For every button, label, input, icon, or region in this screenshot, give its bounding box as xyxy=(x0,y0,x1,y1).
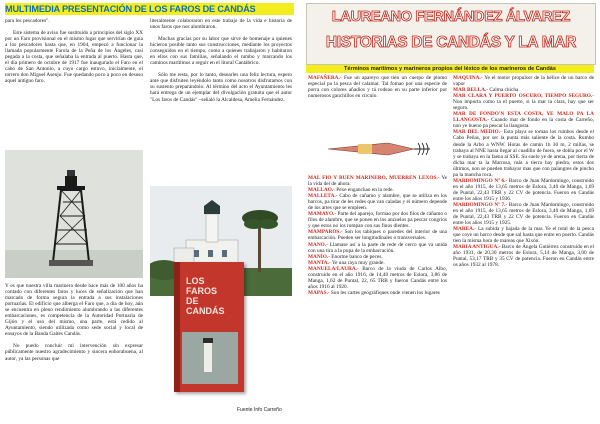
lure-illustration xyxy=(318,125,436,173)
column-2-top xyxy=(150,18,292,109)
book-header xyxy=(306,3,596,65)
book-cover-title-line: LOS xyxy=(186,276,205,286)
paragraph: Sólo me resta, por lo tanto, desearles una feliz lectura, espero ante que disfruten leyéndolo tanto como nosotros disfrutamos con su sustento preparándolo. Al término del acto el Ayuntamiento les hará entrega de un ejemplar del divulgación gratuita que el autor "Los faros de Candás" –señaló la Alcaldesa, Amelia Fernández. xyxy=(150,72,292,103)
glossary-right-column xyxy=(453,75,594,269)
glossary-term: MAPAS.- xyxy=(308,289,330,296)
glossary-definition: Ye el motor propulsor de la hélice de un barco de vapor xyxy=(453,75,594,88)
paragraph: para los pescadores". xyxy=(5,18,50,24)
glossary-term: MAR CLARA Y PUERTO OSCURO, TIEMPO SEGURO.- xyxy=(453,93,594,100)
book-cover-title-line: DE xyxy=(186,296,199,306)
glossary-definition: La subida y bajada de la mar. Ye el total de la pesca que coye un barco desde que sal hasta que entre en puerto. Candás tien la misma hora de mareas que Xixón. xyxy=(453,226,594,245)
glossary-entry xyxy=(308,229,447,241)
glossary-entry xyxy=(308,175,447,187)
paragraph: No puedo concluir mi intervención sin expresar públicamente nuestro agradecimiento y sincera enhorabuena, al autor, ya las personas que xyxy=(5,343,143,362)
glossary-term: MANÍO.- xyxy=(308,253,330,260)
iron-lighthouse-photo xyxy=(5,150,143,278)
glossary-term: MAR BELLA.- xyxy=(453,87,489,94)
glossary-definition: Fue un apareyo que tien un cuerpo de plomo especial pa la pesca del calamar. Tal fomao por una especie de porra con colores añadios y tá rodeao en su parte inferior por numerosos ganchillos en círculo. xyxy=(308,75,447,100)
book-cover-title-line: CANDÁS xyxy=(186,306,225,316)
glossary-definition: Cabo de cañamo y alambre, que se utiliza en los barcos, pa tirar de les redes que van caladas y el número depende de los artes que se empleen. xyxy=(308,193,447,212)
glossary-entry xyxy=(308,193,447,211)
glossary-term: MAMAYO.- xyxy=(308,211,337,218)
glossary-left-column-continued xyxy=(308,175,447,296)
glossary-entry xyxy=(453,75,594,87)
column-1-bottom xyxy=(5,283,143,368)
glossary-entry xyxy=(453,226,594,244)
glossary-entry xyxy=(453,178,594,202)
image-credit: Fuente Info Carreño xyxy=(237,407,282,413)
paragraph: Muchas gracias por su labor que sirve de homenaje a quienes hicieron posible tanto sus construcciones, mediante los proyectos conseguidos en el tiempo, como a quienes trabajaron y habitaron en ellos con sus familias, señalando el rumbo y marcando los caminos marítimos a seguir en el litoral Cantábrico. xyxy=(150,36,292,67)
glossary-term: MANTA.- xyxy=(308,259,331,266)
paragraph: literalmente colaboraron en este trabajo de la vida e historia de unos faros que nos alumbraron. xyxy=(150,18,292,31)
glossary-term: MALLAO.- xyxy=(308,187,335,194)
glossary-definition: Ye una raya muy grande. xyxy=(330,259,385,266)
glossary-definition: Barco de Ángela Gutiérrez construido en el año 1931, de 20,30 metros de Eslora, 5,14 de Manga, 3,00 de Puntal, 53,17 TRB y 35 CV de potencia. Fueron en Candás entre os años 1932 al 1978. xyxy=(453,244,594,269)
glossary-term: MANUELA/LAURA.- xyxy=(308,265,359,272)
glossary-term: MAREA.- xyxy=(453,226,477,233)
glossary-entry xyxy=(453,111,594,129)
glossary-entry xyxy=(308,75,447,99)
glossary-definition: Llamase así a la parte de rede de cerco que va unida con una tira a la popa de la embarcación. xyxy=(308,241,447,254)
glossary-term: MAQUINA.- xyxy=(453,75,483,81)
glossary-term: MAR DE FONDO'N ESTA COSTA, YE MALO PA LA LLANGOSTA.- xyxy=(453,111,594,124)
glossary-entry xyxy=(453,244,594,268)
glossary-entry xyxy=(308,211,447,229)
mafanera-lure-image xyxy=(318,125,436,173)
glossary-term: MARDOMINGO Nº 7.- xyxy=(453,201,508,208)
glossary-term: MAFAÑERA.- xyxy=(308,75,342,81)
paragraph: Y es que nuestra villa marinera desde hace más de 100 años ha contado con diferentes faros y luces de señalización que han marcado de forma segura la entrada a sus instalaciones portuarias. El edificio que alberga el Faro que, a día de hoy, aún se encuentra en pleno rendimiento alumbrando a las diferentes embarcaciones, es competencia de la Autoridad Portuaria de Gijón y el uso del mismo, una parte, está cedido al Ayuntamiento, siendo utilizada como sede social y local de ensayos de la Banda Gaites Candás. xyxy=(5,283,143,338)
column-1-top xyxy=(5,18,143,90)
glossary-entry xyxy=(453,129,594,177)
glossary-entry xyxy=(308,290,447,296)
glossary-definition: Ye la vida del de ahora. xyxy=(308,175,448,188)
book-title: HISTORIAS DE CANDÁS Y LA MAR xyxy=(325,34,577,51)
glossary-definition: Parte del aparejo, formao por dos filos de cáñamo o filos de alambre, que se ponen en los anzuelos pa pescar congrios y que estos no los rompan con sus finos dientes. xyxy=(308,211,447,230)
glossary-definition: Barco de la viuda de Carlos Albo, construido en el año 1916, de 14,40 metros de Eslora, 3,86 de Manga, 1,62 de Puntal, 22, 65 TRB y fueron Candás entre los años 1916 al 1920. xyxy=(308,265,447,290)
glossary-definition: Barco de Juan Mardomingo, construido en el año 1915, de 13,65 metros de Eslora, 3,40 de Manga, 1,69 de Puntal, 22,43 TRB y 22 CV de potencia. Fueron en Candás entre los años 1915 y 1925. xyxy=(453,201,594,227)
glossary-definition: Calma chicha xyxy=(488,87,519,94)
glossary-term: MALLETA.- xyxy=(308,193,338,200)
glossary-definition: Pexe enganchao en la rede. xyxy=(334,187,394,194)
page-banner: MULTIMEDIA PRESENTACIÓN DE LOS FAROS DE CANDÁS xyxy=(5,3,294,15)
glossary-definition: Non importa como ta el puerto, si la mar ta clara, hay que ser seguro. xyxy=(453,99,594,112)
glossary-left-column xyxy=(308,75,447,99)
glossary-term: MAL FIO Y BUEN MARINERO, MUERREN LEXOS.- xyxy=(308,175,440,181)
paragraph: Este sistema de aviso fue sustituido a principios del siglo XX por un Faro provisional en el mismo lugar que servirían de guía a los pescadores hasta que, en 1904, empezó a funcionar la llamada popularmente Farola de la Peña de los Ángeles, casi pegada a la costa, que señalaba la entrada al puerto. Hasta que, el día primero de octubre de 1917 fue inaugurado el Faro en el cabo de San Antonio, a cuyo cargo estuvo, inicialmente, el torrero don Miguel Asenjo. Fue quedando poco a poco en desuso aquel antiguo faro. xyxy=(5,30,143,85)
glossary-subtitle: Términos marítimos y marineros propios del léxico de los marineros de Candás xyxy=(306,65,594,73)
glossary-entry xyxy=(308,242,447,254)
iron-lighthouse-illustration xyxy=(5,150,143,278)
glossary-definition: Son les cartes geográfiques onde vienen los lugares xyxy=(329,289,440,296)
glossary-term: MARIA ANTIGUA.- xyxy=(453,244,501,251)
glossary-definition: Cuando mar de fondo en la costa de Carreño, non ye bueno pa pescar la llangosta. xyxy=(453,117,594,130)
book-cover xyxy=(174,262,244,392)
glossary-term: MANO.- xyxy=(308,241,328,248)
glossary-term: MAMPAROS.- xyxy=(308,229,343,236)
book-author: LAUREANO FERNÁNDEZ ÁLVAREZ xyxy=(331,9,571,25)
glossary-term: MARDOMINGO Nº 6.- xyxy=(453,177,508,184)
glossary-term: MAR DEL MEDIO.- xyxy=(453,129,502,136)
glossary-entry xyxy=(453,202,594,226)
glossary-definition: Barco de Juan Mardomingo, construido en el año 1915, de 13,65 metros de Eslora, 3,40 de Manga, 1,69 de Puntal, 22,43 TRB y 22 CV de potencia. Fueron en Candás entre los años 1915 y 1936. xyxy=(453,177,594,202)
glossary-definition: Son los tabiques o paredes del interior de una embarcación. Pueden ser longitudinales o transversales. xyxy=(308,229,447,242)
glossary-definition: Esta playa se toman los rumbos desde el Cabo Peñas, por ser la punta más saliente de la costa. Rumbo desde la Arbo a WNW. Horas de camin 1h 30 m, 2 millas, se trabaya al NNE hasta llegar al cuadillo de fuera, se dobla por el W y se trabaya en la faena al SSE. Su suelo ye de arena, por tierra de dicha mar ta la Marrosa, más a tierra hay piedra, estos dos últimos, non se pueden trabayar mas que con palangres de pincho pa la mancha roca. xyxy=(453,129,594,178)
glossary-entry xyxy=(308,266,447,290)
glossary-definition: Enorme banco de peces. xyxy=(329,253,383,260)
book-cover-title-line: FAROS xyxy=(186,286,218,296)
book-cover-title xyxy=(186,276,225,316)
glossary-entry xyxy=(453,93,594,111)
